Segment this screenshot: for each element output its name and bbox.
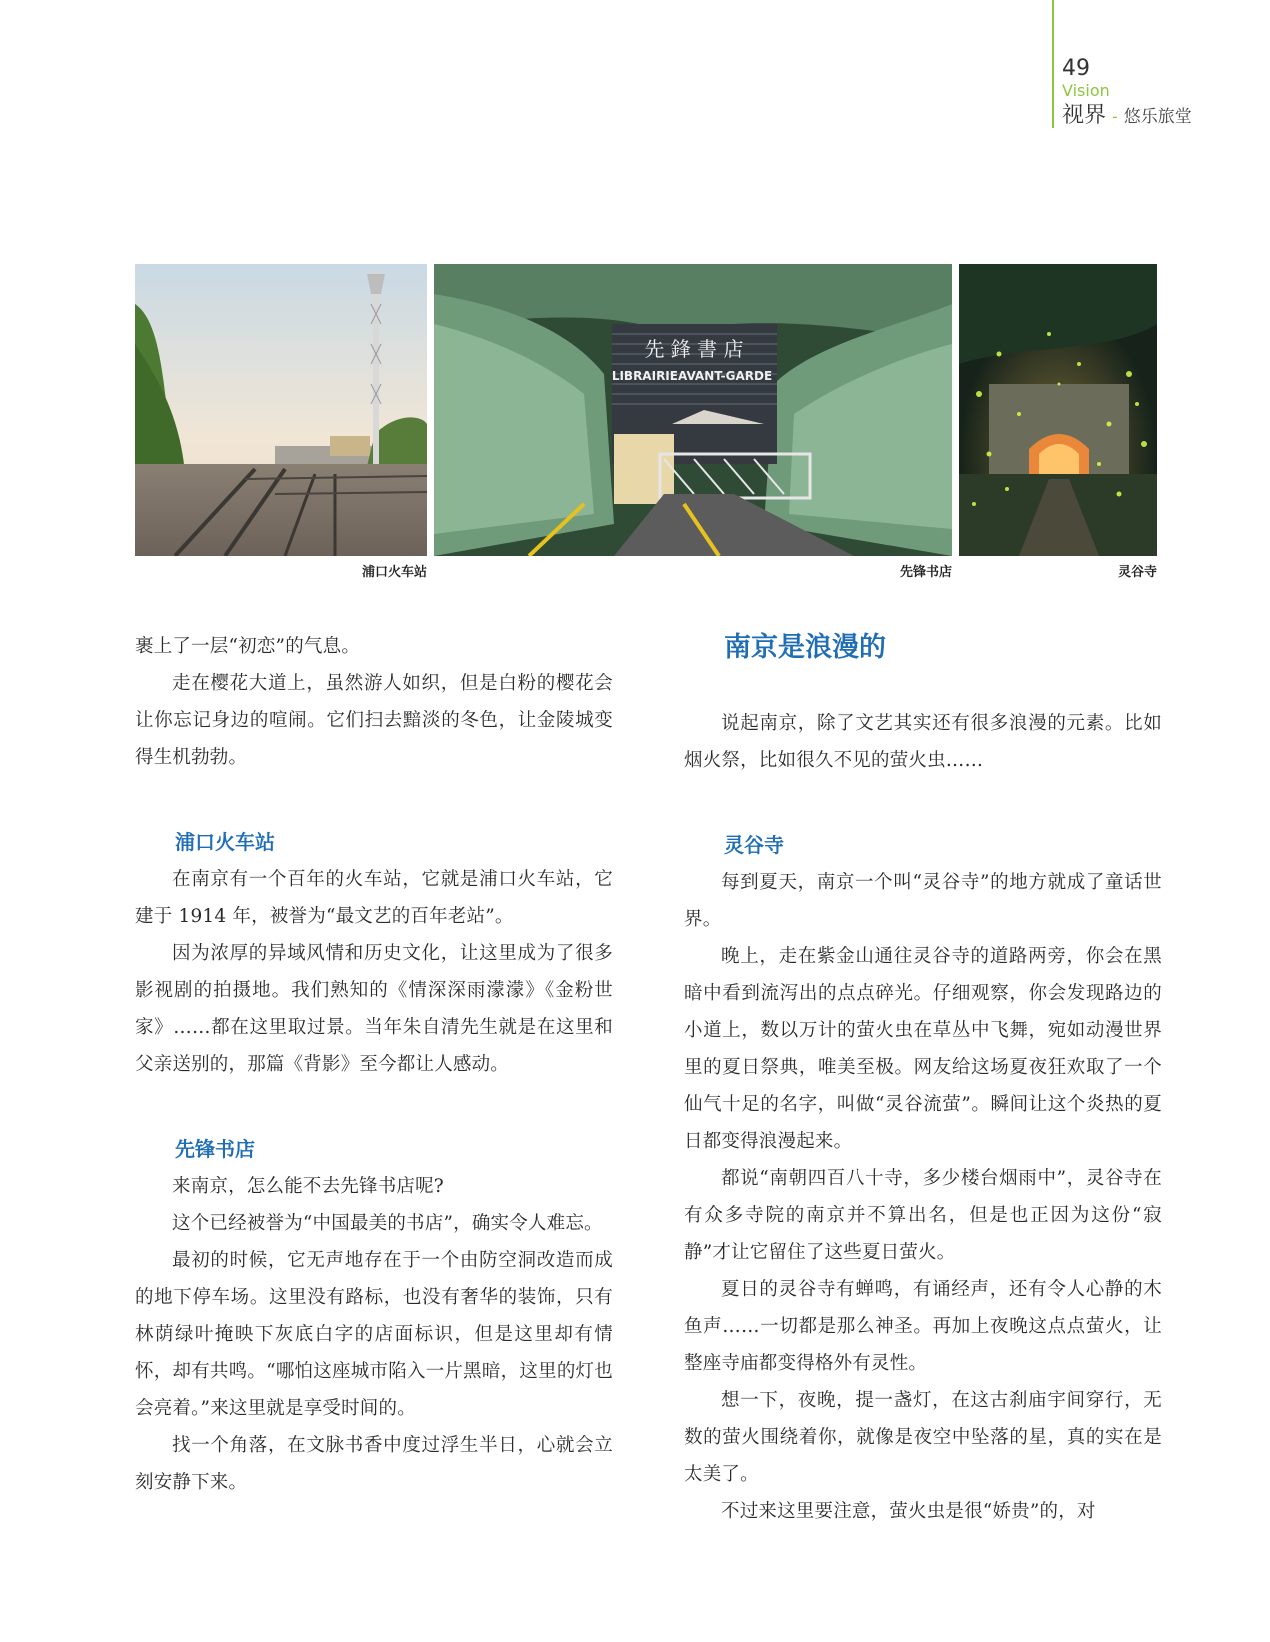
temple-fireflies-photo [959, 264, 1157, 556]
paragraph: 每到夏天，南京一个叫“灵谷寺”的地方就成了童话世界。 [684, 872, 1162, 930]
section-heading: 南京是浪漫的 [724, 632, 886, 663]
spacer [135, 1083, 613, 1131]
section-label-en: Vision [1062, 81, 1110, 100]
photo-caption-linggu: 灵谷寺 [1117, 565, 1157, 580]
paragraph: 找一个角落，在文脉书香中度过浮生半日，心就会立刻安静下来。 [135, 1435, 613, 1493]
photo-caption-pukou: 浦口火车站 [361, 565, 427, 580]
paragraph: 都说“南朝四百八十寺，多少楼台烟雨中”，灵谷寺在有众多寺院的南京并不算出名，但是也正因为这份“寂静”才让它留住了这些夏日萤火。 [684, 1168, 1162, 1263]
subheading-linggu: 灵谷寺 [724, 833, 784, 857]
page-number: 49 [1062, 56, 1090, 81]
bookstore-photo [434, 264, 952, 556]
header-rule [1052, 0, 1054, 128]
section-title [1062, 102, 1192, 131]
spacer [684, 779, 1162, 827]
left-column [135, 628, 613, 1501]
paragraph: 最初的时候，它无声地存在于一个由防空洞改造而成的地下停车场。这里没有路标，也没有奢华的装饰，只有林荫绿叶掩映下灰底白字的店面标识，但是这里却有情怀，却有共鸣。“哪怕这座城市陷入一片黑暗，这里的灯也会亮着。”来这里就是享受时间的。 [135, 1250, 613, 1419]
bookstore-sign-fr: LIBRAIRIEAVANT-GARDE [611, 369, 773, 383]
paragraph: 走在樱花大道上，虽然游人如织，但是白粉的樱花会让你忘记身边的喧闹。它们扫去黯淡的冬色，让金陵城变得生机勃勃。 [135, 673, 613, 768]
spacer [135, 776, 613, 824]
subheading-pukou: 浦口火车站 [175, 830, 275, 854]
section-dash: - [1112, 107, 1118, 126]
paragraph: 在南京有一个百年的火车站，它就是浦口火车站，它建于 1914 年，被誉为“最文艺的百年老站”。 [135, 869, 613, 927]
paragraph: 想一下，夜晚，提一盏灯，在这古刹庙宇间穿行，无数的萤火围绕着你，就像是夜空中坠落的星，真的实在是太美了。 [684, 1390, 1162, 1485]
paragraph: 夏日的灵谷寺有蝉鸣，有诵经声，还有令人心静的木鱼声……一切都是那么神圣。再加上夜晚这点点萤火，让整座寺庙都变得格外有灵性。 [684, 1279, 1162, 1374]
section-label-cn: 视界 [1062, 103, 1107, 128]
photo-caption-xianfeng: 先锋书店 [899, 565, 952, 580]
paragraph: 裹上了一层“初恋”的气息。 [135, 636, 361, 657]
subheading-xianfeng: 先锋书店 [175, 1137, 255, 1161]
spacer [684, 668, 1162, 705]
railway-photo [135, 264, 427, 556]
paragraph: 因为浓厚的异域风情和历史文化，让这里成为了很多影视剧的拍摄地。我们熟知的《情深深雨濛濛》《金粉世家》……都在这里取过景。当年朱自清先生就是在这里和父亲送别的，那篇《背影》至今都让人感动。 [135, 943, 613, 1075]
paragraph: 说起南京，除了文艺其实还有很多浪漫的元素。比如烟火祭，比如很久不见的萤火虫…… [684, 713, 1162, 771]
right-column [684, 628, 1162, 1530]
paragraph: 不过来这里要注意，萤火虫是很“娇贵”的，对 [721, 1501, 1096, 1522]
column-name: 悠乐旅堂 [1123, 107, 1192, 127]
paragraph: 来南京，怎么能不去先锋书店呢? [172, 1176, 444, 1197]
paragraph: 晚上，走在紫金山通往灵谷寺的道路两旁，你会在黑暗中看到流泻出的点点碎光。仔细观察，你会发现路边的小道上，数以万计的萤火虫在草丛中飞舞，宛如动漫世界里的夏日祭典，唯美至极。网友给这场夏夜狂欢取了一个仙气十足的名字，叫做“灵谷流萤”。瞬间让这个炎热的夏日都变得浪漫起来。 [684, 946, 1162, 1152]
paragraph: 这个已经被誉为“中国最美的书店”，确实令人难忘。 [172, 1213, 603, 1234]
bookstore-sign-cn: 先 鋒 書 店 [644, 337, 744, 361]
